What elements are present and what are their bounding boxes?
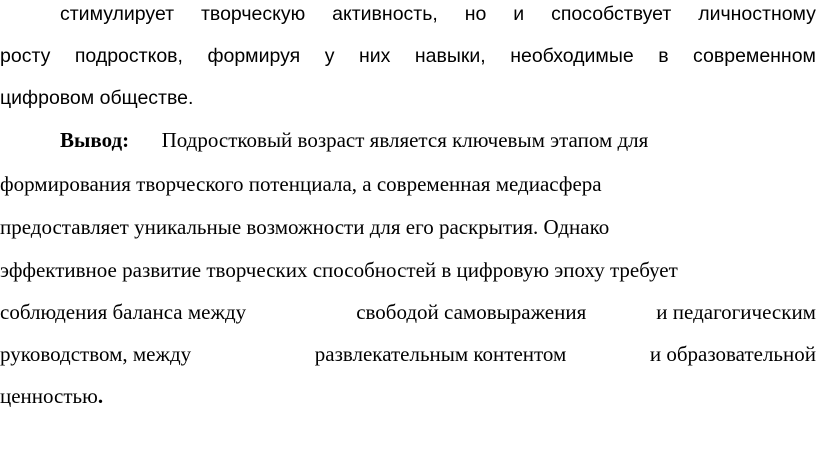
word: способствует: [551, 3, 672, 25]
paragraph-line-2: [0, 47, 816, 67]
line-segment: и педагогическим: [656, 300, 816, 324]
line-text: формирования творческого потенциала, а современная медиасфера: [0, 172, 602, 196]
line-segment: руководством, между: [0, 342, 192, 366]
word: необходимые: [510, 45, 634, 67]
word: стимулирует: [60, 3, 175, 25]
conclusion-line-2: [0, 174, 602, 195]
conclusion-line-6: [0, 344, 816, 365]
word: формируя: [207, 45, 301, 67]
word: личностному: [698, 3, 816, 25]
word: и: [513, 3, 525, 25]
line-text: ценностью: [0, 384, 98, 408]
line-text: предоставляет уникальные возможности для его раскрытия. Однако: [0, 215, 610, 239]
conclusion-line-1: [60, 130, 648, 151]
word: творческую: [201, 3, 306, 25]
word: подростков,: [74, 45, 183, 67]
word: в: [658, 45, 669, 67]
word: навыки,: [414, 45, 486, 67]
word: росту: [0, 45, 51, 67]
line-text: цифровом обществе.: [0, 87, 194, 109]
conclusion-line-3: [0, 217, 609, 238]
final-period: .: [97, 384, 104, 408]
conclusion-line-5: [0, 302, 816, 323]
line-segment: развлекательным контентом: [314, 342, 567, 366]
conclusion-line-4: [0, 260, 678, 281]
word: активность,: [332, 3, 438, 25]
line-segment: свободой самовыражения: [356, 300, 587, 324]
word: современном: [693, 45, 816, 67]
line-text: эффективное развитие творческих способностей в цифровую эпоху требует: [0, 258, 678, 282]
line-text: Подростковый возраст является ключевым этапом для: [161, 128, 649, 152]
conclusion-line-7: [0, 386, 103, 407]
conclusion-label: Вывод:: [60, 128, 130, 152]
line-segment: соблюдения баланса между: [0, 300, 247, 324]
word: но: [464, 3, 487, 25]
line-segment: и образовательной: [649, 342, 816, 366]
word: них: [358, 45, 391, 67]
paragraph-line-3: [0, 89, 193, 109]
word: у: [324, 45, 335, 67]
paragraph-line-1: [60, 5, 816, 25]
